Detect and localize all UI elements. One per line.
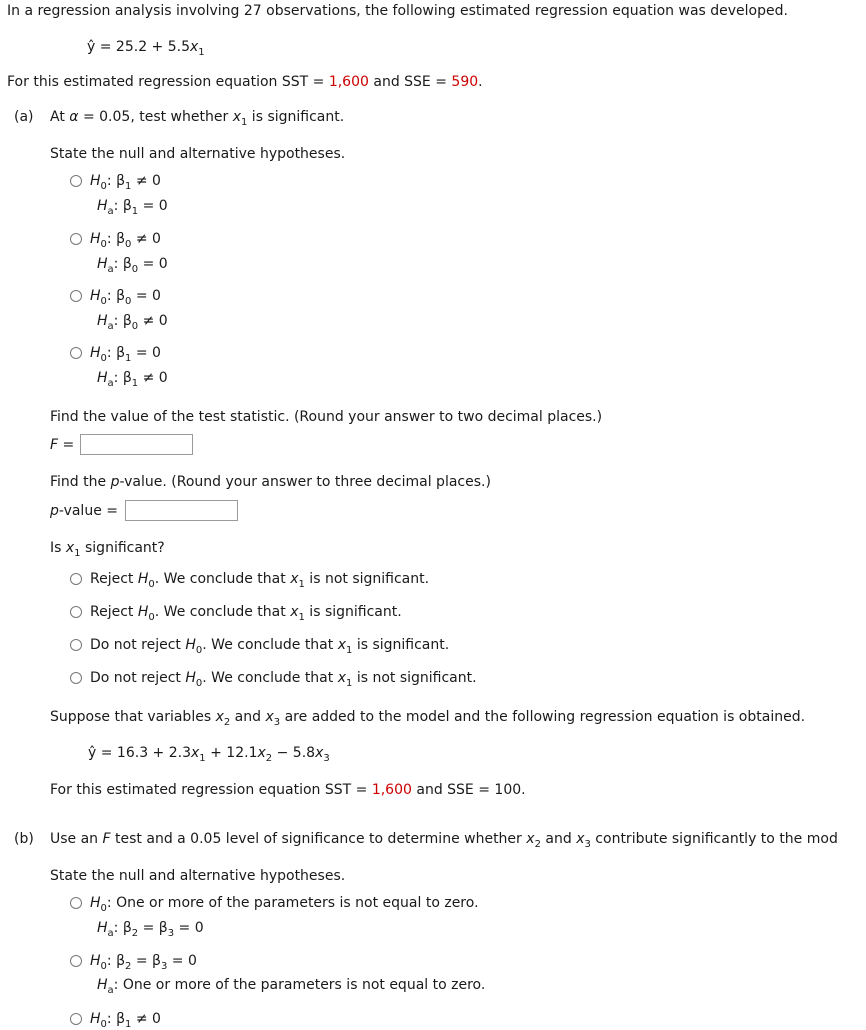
regression-equation-2: ŷ = $16.3 + 2.3x_1 + 12.1x_2 - 5.8x_3$	[88, 745, 330, 764]
conclusion-option-1-label: Reject $H_0$. We conclude that $x_1$ is not significant.	[90, 571, 430, 590]
conclusion-option-3-radio[interactable]	[70, 639, 82, 651]
b-hypothesis-option-2-null: $H_0$: $\beta_2 = \beta_3 = 0$	[90, 953, 197, 972]
part-b-label: (b)	[14, 831, 34, 847]
hypothesis-option-4-radio[interactable]	[70, 347, 82, 359]
intro-text: In a regression analysis involving 27 observations, the following estimated regression equation was developed.	[7, 3, 788, 19]
pvalue-input[interactable]	[125, 500, 238, 521]
b-hypothesis-option-1-alt: $H_a$: $\beta_2 = \beta_3 = 0$	[97, 920, 204, 939]
hypothesis-option-1-alt: $H_a$: $\beta_1 = 0$	[97, 198, 168, 217]
conclusion-option-2-radio[interactable]	[70, 606, 82, 618]
significance-question: Is $x_1$ significant?	[50, 540, 165, 559]
part-b-question: Use an F test and a 0.05 level of significance to determine whether $x_2$ and $x_3$ contribute significantly to the mod	[50, 831, 838, 850]
b-hypothesis-option-3-radio[interactable]	[70, 1013, 82, 1025]
part-a-label: (a)	[14, 109, 34, 125]
hypothesis-option-1-radio[interactable]	[70, 175, 82, 187]
conclusion-option-4-radio[interactable]	[70, 672, 82, 684]
hypothesis-option-2-radio[interactable]	[70, 233, 82, 245]
hypothesis-option-3-alt: $H_a$: $\beta_0 \ne 0$	[97, 313, 168, 332]
f-statistic-input[interactable]	[80, 434, 193, 455]
pvalue-prompt: Find the p-value. (Round your answer to three decimal places.)	[50, 474, 491, 490]
hypothesis-option-1-null: $H_0$: $\beta_1 \ne 0$	[90, 173, 161, 192]
part-a-hypotheses-prompt: State the null and alternative hypotheses.	[50, 146, 346, 162]
sst-sse-statement-2: For this estimated regression equation SST = 1,600 and SSE = 100.	[50, 782, 526, 798]
test-statistic-prompt: Find the value of the test statistic. (Round your answer to two decimal places.)	[50, 409, 603, 425]
regression-equation-1: ŷ = $25.2 + 5.5x_1$	[87, 39, 205, 58]
sse-value: 590	[451, 74, 479, 90]
b-hypothesis-option-1-null: $H_0$: One or more of the parameters is not equal to zero.	[90, 895, 479, 914]
b-hypothesis-option-2-alt: $H_a$: One or more of the parameters is not equal to zero.	[97, 977, 486, 996]
f-label: F =	[50, 437, 75, 453]
suppose-statement: Suppose that variables $x_2$ and $x_3$ are added to the model and the following regression equation is obtained.	[50, 709, 806, 728]
conclusion-option-1-radio[interactable]	[70, 573, 82, 585]
hypothesis-option-3-radio[interactable]	[70, 290, 82, 302]
b-hypothesis-option-1-radio[interactable]	[70, 897, 82, 909]
hypothesis-option-4-null: $H_0$: $\beta_1 = 0$	[90, 345, 161, 364]
sse-value-2: 100	[494, 782, 522, 798]
hypothesis-option-3-null: $H_0$: $\beta_0 = 0$	[90, 288, 161, 307]
pvalue-label: p-value =	[50, 503, 118, 519]
part-b-hypotheses-prompt: State the null and alternative hypotheses.	[50, 868, 346, 884]
b-hypothesis-option-3-null: $H_0$: $\beta_1 \ne 0$	[90, 1011, 161, 1030]
part-a-question: At α = 0.05, test whether $x_1$ is significant.	[50, 109, 345, 128]
sst-value: 1,600	[328, 74, 369, 90]
b-hypothesis-option-2-radio[interactable]	[70, 955, 82, 967]
hypothesis-option-2-null: $H_0$: $\beta_0 \ne 0$	[90, 231, 161, 250]
conclusion-option-4-label: Do not reject $H_0$. We conclude that $x_1$ is not significant.	[90, 670, 477, 689]
sst-sse-statement-1: For this estimated regression equation SST = 1,600 and SSE = 590.	[7, 74, 483, 90]
conclusion-option-3-label: Do not reject $H_0$. We conclude that $x_1$ is significant.	[90, 637, 450, 656]
conclusion-option-2-label: Reject $H_0$. We conclude that $x_1$ is significant.	[90, 604, 402, 623]
hypothesis-option-2-alt: $H_a$: $\beta_0 = 0$	[97, 256, 168, 275]
sst-value-2: 1,600	[371, 782, 412, 798]
hypothesis-option-4-alt: $H_a$: $\beta_1 \ne 0$	[97, 370, 168, 389]
